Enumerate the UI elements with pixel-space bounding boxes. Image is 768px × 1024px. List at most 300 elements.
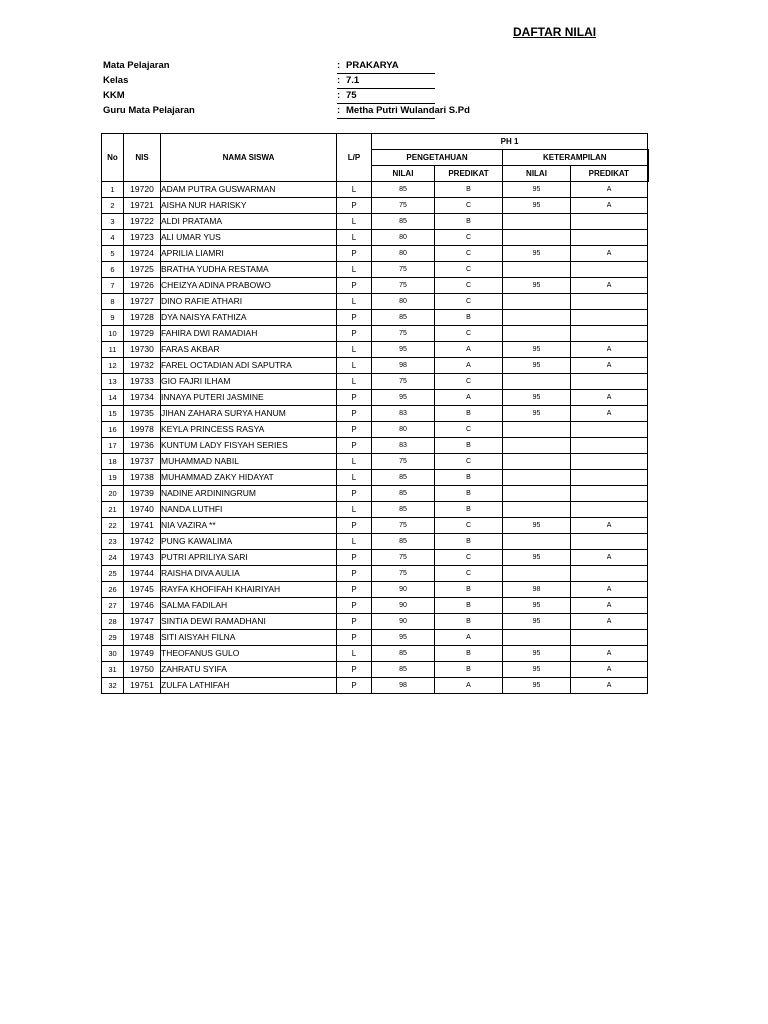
row-pengetahuan-nilai: 85 bbox=[372, 182, 435, 198]
row-nis: 19733 bbox=[124, 374, 161, 390]
row-lp: L bbox=[337, 502, 372, 518]
row-pengetahuan-predikat: A bbox=[435, 678, 503, 694]
row-keterampilan-predikat bbox=[571, 310, 648, 326]
row-pengetahuan-nilai: 85 bbox=[372, 310, 435, 326]
row-keterampilan-predikat: A bbox=[571, 358, 648, 374]
table-row bbox=[102, 518, 648, 534]
row-pengetahuan-predikat: B bbox=[435, 182, 503, 198]
row-keterampilan-predikat: A bbox=[571, 646, 648, 662]
header-nis: NIS bbox=[124, 134, 161, 182]
header-no: No bbox=[102, 134, 124, 182]
row-pengetahuan-nilai: 95 bbox=[372, 390, 435, 406]
row-pengetahuan-predikat: C bbox=[435, 198, 503, 214]
row-keterampilan-nilai: 98 bbox=[503, 582, 571, 598]
row-nama: DYA NAISYA FATHIZA bbox=[161, 310, 337, 326]
row-pengetahuan-nilai: 95 bbox=[372, 342, 435, 358]
table-row bbox=[102, 630, 648, 646]
row-pengetahuan-nilai: 75 bbox=[372, 374, 435, 390]
row-lp: L bbox=[337, 358, 372, 374]
table-row bbox=[102, 390, 648, 406]
row-nis: 19978 bbox=[124, 422, 161, 438]
row-pengetahuan-predikat: C bbox=[435, 246, 503, 262]
row-keterampilan-nilai: 95 bbox=[503, 246, 571, 262]
row-keterampilan-predikat bbox=[571, 470, 648, 486]
row-no: 28 bbox=[102, 614, 124, 630]
row-no: 27 bbox=[102, 598, 124, 614]
row-keterampilan-predikat bbox=[571, 326, 648, 342]
row-lp: P bbox=[337, 550, 372, 566]
row-nama: ALDI PRATAMA bbox=[161, 214, 337, 230]
row-no: 12 bbox=[102, 358, 124, 374]
row-pengetahuan-nilai: 75 bbox=[372, 566, 435, 582]
row-keterampilan-nilai bbox=[503, 374, 571, 390]
row-nis: 19729 bbox=[124, 326, 161, 342]
row-keterampilan-predikat bbox=[571, 486, 648, 502]
table-row bbox=[102, 358, 648, 374]
row-nis: 19720 bbox=[124, 182, 161, 198]
row-no: 7 bbox=[102, 278, 124, 294]
row-keterampilan-predikat: A bbox=[571, 678, 648, 694]
row-pengetahuan-nilai: 85 bbox=[372, 534, 435, 550]
row-nis: 19740 bbox=[124, 502, 161, 518]
row-pengetahuan-predikat: B bbox=[435, 502, 503, 518]
row-pengetahuan-predikat: C bbox=[435, 454, 503, 470]
header-lp: L/P bbox=[337, 134, 372, 182]
row-no: 5 bbox=[102, 246, 124, 262]
row-nama: ZAHRATU SYIFA bbox=[161, 662, 337, 678]
row-keterampilan-predikat: A bbox=[571, 614, 648, 630]
row-lp: P bbox=[337, 630, 372, 646]
row-pengetahuan-predikat: C bbox=[435, 294, 503, 310]
row-no: 24 bbox=[102, 550, 124, 566]
table-row bbox=[102, 502, 648, 518]
row-no: 20 bbox=[102, 486, 124, 502]
header-predikat: PREDIKAT bbox=[435, 166, 503, 182]
row-keterampilan-predikat: A bbox=[571, 278, 648, 294]
row-nama: CHEIZYA ADINA PRABOWO bbox=[161, 278, 337, 294]
row-lp: L bbox=[337, 230, 372, 246]
header-pengetahuan: PENGETAHUAN bbox=[372, 150, 503, 166]
row-pengetahuan-predikat: A bbox=[435, 342, 503, 358]
table-row bbox=[102, 678, 648, 694]
table-row bbox=[102, 326, 648, 342]
row-nis: 19724 bbox=[124, 246, 161, 262]
row-pengetahuan-predikat: B bbox=[435, 646, 503, 662]
row-nama: ALI UMAR YUS bbox=[161, 230, 337, 246]
row-nama: PUTRI APRILIYA SARI bbox=[161, 550, 337, 566]
info-colon: : bbox=[337, 60, 341, 71]
row-keterampilan-predikat: A bbox=[571, 598, 648, 614]
row-pengetahuan-nilai: 85 bbox=[372, 502, 435, 518]
row-no: 18 bbox=[102, 454, 124, 470]
row-nis: 19723 bbox=[124, 230, 161, 246]
row-pengetahuan-nilai: 95 bbox=[372, 630, 435, 646]
row-keterampilan-predikat bbox=[571, 566, 648, 582]
row-lp: P bbox=[337, 310, 372, 326]
row-pengetahuan-nilai: 80 bbox=[372, 422, 435, 438]
row-pengetahuan-nilai: 85 bbox=[372, 646, 435, 662]
table-row bbox=[102, 342, 648, 358]
row-nama: SITI AISYAH FILNA bbox=[161, 630, 337, 646]
row-keterampilan-nilai: 95 bbox=[503, 678, 571, 694]
row-no: 21 bbox=[102, 502, 124, 518]
row-no: 10 bbox=[102, 326, 124, 342]
info-underline bbox=[337, 118, 435, 119]
row-pengetahuan-nilai: 80 bbox=[372, 246, 435, 262]
row-pengetahuan-predikat: B bbox=[435, 214, 503, 230]
row-pengetahuan-predikat: A bbox=[435, 390, 503, 406]
row-keterampilan-predikat bbox=[571, 454, 648, 470]
row-keterampilan-nilai bbox=[503, 486, 571, 502]
row-nama: JIHAN ZAHARA SURYA HANUM bbox=[161, 406, 337, 422]
row-pengetahuan-nilai: 80 bbox=[372, 294, 435, 310]
row-nama: KUNTUM LADY FISYAH SERIES bbox=[161, 438, 337, 454]
row-keterampilan-predikat bbox=[571, 534, 648, 550]
table-row bbox=[102, 550, 648, 566]
row-keterampilan-nilai bbox=[503, 454, 571, 470]
row-pengetahuan-nilai: 85 bbox=[372, 214, 435, 230]
row-nis: 19749 bbox=[124, 646, 161, 662]
row-keterampilan-nilai bbox=[503, 630, 571, 646]
table-row bbox=[102, 598, 648, 614]
row-pengetahuan-nilai: 85 bbox=[372, 470, 435, 486]
row-nis: 19739 bbox=[124, 486, 161, 502]
table-row bbox=[102, 582, 648, 598]
row-pengetahuan-predikat: A bbox=[435, 630, 503, 646]
row-keterampilan-nilai bbox=[503, 310, 571, 326]
row-no: 31 bbox=[102, 662, 124, 678]
row-no: 26 bbox=[102, 582, 124, 598]
info-underline bbox=[337, 88, 435, 89]
row-no: 17 bbox=[102, 438, 124, 454]
row-no: 19 bbox=[102, 470, 124, 486]
row-pengetahuan-nilai: 83 bbox=[372, 406, 435, 422]
row-no: 15 bbox=[102, 406, 124, 422]
row-keterampilan-predikat bbox=[571, 630, 648, 646]
page-title: DAFTAR NILAI bbox=[513, 25, 597, 39]
row-nis: 19737 bbox=[124, 454, 161, 470]
info-underline bbox=[337, 73, 435, 74]
table-row bbox=[102, 534, 648, 550]
row-no: 14 bbox=[102, 390, 124, 406]
row-no: 30 bbox=[102, 646, 124, 662]
row-nis: 19722 bbox=[124, 214, 161, 230]
row-nis: 19748 bbox=[124, 630, 161, 646]
row-keterampilan-predikat bbox=[571, 262, 648, 278]
table-row bbox=[102, 198, 648, 214]
row-keterampilan-predikat: A bbox=[571, 582, 648, 598]
row-pengetahuan-nilai: 85 bbox=[372, 486, 435, 502]
info-colon: : bbox=[337, 75, 341, 86]
row-pengetahuan-predikat: B bbox=[435, 310, 503, 326]
row-no: 25 bbox=[102, 566, 124, 582]
row-no: 16 bbox=[102, 422, 124, 438]
row-no: 4 bbox=[102, 230, 124, 246]
row-nama: ZULFA LATHIFAH bbox=[161, 678, 337, 694]
row-nis: 19743 bbox=[124, 550, 161, 566]
row-nis: 19725 bbox=[124, 262, 161, 278]
table-row bbox=[102, 566, 648, 582]
header-ph1: PH 1 bbox=[372, 134, 648, 150]
row-no: 32 bbox=[102, 678, 124, 694]
row-keterampilan-predikat: A bbox=[571, 246, 648, 262]
row-pengetahuan-nilai: 98 bbox=[372, 678, 435, 694]
row-lp: P bbox=[337, 438, 372, 454]
row-nis: 19730 bbox=[124, 342, 161, 358]
row-nis: 19747 bbox=[124, 614, 161, 630]
row-pengetahuan-nilai: 75 bbox=[372, 262, 435, 278]
header-predikat: PREDIKAT bbox=[571, 166, 648, 182]
row-keterampilan-nilai: 95 bbox=[503, 358, 571, 374]
row-pengetahuan-nilai: 85 bbox=[372, 662, 435, 678]
row-lp: P bbox=[337, 390, 372, 406]
row-pengetahuan-predikat: C bbox=[435, 262, 503, 278]
row-nama: AISHA NUR HARISKY bbox=[161, 198, 337, 214]
row-keterampilan-nilai bbox=[503, 438, 571, 454]
row-keterampilan-predikat: A bbox=[571, 406, 648, 422]
row-keterampilan-nilai: 95 bbox=[503, 182, 571, 198]
info-underline bbox=[337, 103, 435, 104]
row-keterampilan-predikat: A bbox=[571, 550, 648, 566]
row-nama: RAYFA KHOFIFAH KHAIRIYAH bbox=[161, 582, 337, 598]
row-nama: DINO RAFIE ATHARI bbox=[161, 294, 337, 310]
row-keterampilan-predikat bbox=[571, 422, 648, 438]
row-pengetahuan-nilai: 75 bbox=[372, 454, 435, 470]
row-no: 29 bbox=[102, 630, 124, 646]
row-no: 2 bbox=[102, 198, 124, 214]
info-label-teacher: Guru Mata Pelajaran bbox=[103, 105, 195, 116]
row-keterampilan-nilai: 95 bbox=[503, 662, 571, 678]
row-nis: 19742 bbox=[124, 534, 161, 550]
row-keterampilan-nilai bbox=[503, 566, 571, 582]
row-pengetahuan-nilai: 75 bbox=[372, 326, 435, 342]
row-nis: 19735 bbox=[124, 406, 161, 422]
row-keterampilan-nilai: 95 bbox=[503, 598, 571, 614]
row-keterampilan-nilai bbox=[503, 214, 571, 230]
row-pengetahuan-predikat: B bbox=[435, 438, 503, 454]
row-pengetahuan-predikat: B bbox=[435, 662, 503, 678]
row-nama: INNAYA PUTERI JASMINE bbox=[161, 390, 337, 406]
row-nama: MUHAMMAD NABIL bbox=[161, 454, 337, 470]
row-nis: 19744 bbox=[124, 566, 161, 582]
row-lp: L bbox=[337, 294, 372, 310]
header-nilai: NILAI bbox=[503, 166, 571, 182]
row-nis: 19734 bbox=[124, 390, 161, 406]
row-keterampilan-nilai bbox=[503, 262, 571, 278]
row-nis: 19732 bbox=[124, 358, 161, 374]
row-no: 3 bbox=[102, 214, 124, 230]
table-row bbox=[102, 486, 648, 502]
row-nis: 19728 bbox=[124, 310, 161, 326]
row-nama: NANDA LUTHFI bbox=[161, 502, 337, 518]
row-nama: SINTIA DEWI RAMADHANI bbox=[161, 614, 337, 630]
row-keterampilan-predikat: A bbox=[571, 390, 648, 406]
info-value-kkm: 75 bbox=[346, 90, 357, 101]
row-nis: 19721 bbox=[124, 198, 161, 214]
row-keterampilan-nilai: 95 bbox=[503, 406, 571, 422]
row-pengetahuan-predikat: C bbox=[435, 550, 503, 566]
row-pengetahuan-predikat: C bbox=[435, 230, 503, 246]
table-row bbox=[102, 262, 648, 278]
row-nis: 19726 bbox=[124, 278, 161, 294]
info-value-subject: PRAKARYA bbox=[346, 60, 399, 71]
row-pengetahuan-nilai: 90 bbox=[372, 598, 435, 614]
row-lp: P bbox=[337, 326, 372, 342]
row-pengetahuan-nilai: 98 bbox=[372, 358, 435, 374]
row-nama: KEYLA PRINCESS RASYA bbox=[161, 422, 337, 438]
row-no: 23 bbox=[102, 534, 124, 550]
row-lp: P bbox=[337, 406, 372, 422]
info-label-class: Kelas bbox=[103, 75, 129, 86]
row-keterampilan-nilai bbox=[503, 230, 571, 246]
row-lp: L bbox=[337, 182, 372, 198]
row-nama: NADINE ARDININGRUM bbox=[161, 486, 337, 502]
row-lp: P bbox=[337, 246, 372, 262]
row-keterampilan-predikat: A bbox=[571, 662, 648, 678]
table-row bbox=[102, 646, 648, 662]
row-pengetahuan-predikat: C bbox=[435, 278, 503, 294]
row-nis: 19750 bbox=[124, 662, 161, 678]
table-row bbox=[102, 614, 648, 630]
row-keterampilan-nilai bbox=[503, 422, 571, 438]
row-lp: L bbox=[337, 262, 372, 278]
table-row bbox=[102, 470, 648, 486]
table-row bbox=[102, 374, 648, 390]
table-row bbox=[102, 406, 648, 422]
row-nis: 19727 bbox=[124, 294, 161, 310]
info-colon: : bbox=[337, 105, 341, 116]
grades-table bbox=[101, 133, 649, 694]
row-lp: P bbox=[337, 278, 372, 294]
row-no: 13 bbox=[102, 374, 124, 390]
row-keterampilan-nilai bbox=[503, 294, 571, 310]
table-row bbox=[102, 438, 648, 454]
header-nama: NAMA SISWA bbox=[161, 134, 337, 182]
row-nama: FARAS AKBAR bbox=[161, 342, 337, 358]
row-nis: 19746 bbox=[124, 598, 161, 614]
table-row bbox=[102, 246, 648, 262]
table-row bbox=[102, 662, 648, 678]
table-row bbox=[102, 294, 648, 310]
row-lp: P bbox=[337, 486, 372, 502]
row-no: 22 bbox=[102, 518, 124, 534]
row-lp: L bbox=[337, 534, 372, 550]
table-body bbox=[102, 182, 648, 694]
row-pengetahuan-predikat: B bbox=[435, 534, 503, 550]
row-keterampilan-nilai: 95 bbox=[503, 342, 571, 358]
row-nama: NIA VAZIRA ** bbox=[161, 518, 337, 534]
table-row bbox=[102, 230, 648, 246]
table-row bbox=[102, 310, 648, 326]
row-keterampilan-nilai bbox=[503, 502, 571, 518]
row-nama: THEOFANUS GULO bbox=[161, 646, 337, 662]
row-pengetahuan-predikat: C bbox=[435, 566, 503, 582]
row-pengetahuan-predikat: C bbox=[435, 374, 503, 390]
row-keterampilan-nilai bbox=[503, 326, 571, 342]
row-keterampilan-nilai bbox=[503, 470, 571, 486]
row-lp: L bbox=[337, 214, 372, 230]
row-keterampilan-nilai: 95 bbox=[503, 198, 571, 214]
row-pengetahuan-nilai: 83 bbox=[372, 438, 435, 454]
row-keterampilan-predikat: A bbox=[571, 342, 648, 358]
table-row bbox=[102, 214, 648, 230]
row-keterampilan-nilai bbox=[503, 534, 571, 550]
row-keterampilan-predikat: A bbox=[571, 198, 648, 214]
row-pengetahuan-nilai: 75 bbox=[372, 278, 435, 294]
row-lp: P bbox=[337, 662, 372, 678]
row-keterampilan-predikat bbox=[571, 502, 648, 518]
row-pengetahuan-predikat: B bbox=[435, 582, 503, 598]
row-nis: 19738 bbox=[124, 470, 161, 486]
row-no: 11 bbox=[102, 342, 124, 358]
row-lp: P bbox=[337, 198, 372, 214]
row-pengetahuan-predikat: C bbox=[435, 518, 503, 534]
header-nilai: NILAI bbox=[372, 166, 435, 182]
row-lp: P bbox=[337, 422, 372, 438]
row-no: 1 bbox=[102, 182, 124, 198]
row-nama: RAISHA DIVA AULIA bbox=[161, 566, 337, 582]
row-keterampilan-predikat bbox=[571, 230, 648, 246]
table-row bbox=[102, 182, 648, 198]
row-keterampilan-nilai: 95 bbox=[503, 278, 571, 294]
row-no: 8 bbox=[102, 294, 124, 310]
info-value-class: 7.1 bbox=[346, 75, 360, 86]
row-nama: SALMA FADILAH bbox=[161, 598, 337, 614]
row-nama: BRATHA YUDHA RESTAMA bbox=[161, 262, 337, 278]
row-keterampilan-predikat bbox=[571, 438, 648, 454]
row-pengetahuan-nilai: 75 bbox=[372, 518, 435, 534]
row-pengetahuan-nilai: 80 bbox=[372, 230, 435, 246]
row-keterampilan-predikat bbox=[571, 214, 648, 230]
row-pengetahuan-nilai: 75 bbox=[372, 550, 435, 566]
row-pengetahuan-predikat: B bbox=[435, 470, 503, 486]
row-keterampilan-predikat: A bbox=[571, 182, 648, 198]
row-pengetahuan-predikat: C bbox=[435, 422, 503, 438]
row-lp: P bbox=[337, 566, 372, 582]
row-lp: P bbox=[337, 598, 372, 614]
row-keterampilan-nilai: 95 bbox=[503, 614, 571, 630]
row-lp: P bbox=[337, 582, 372, 598]
row-keterampilan-predikat bbox=[571, 374, 648, 390]
table-row bbox=[102, 422, 648, 438]
row-pengetahuan-nilai: 90 bbox=[372, 614, 435, 630]
table-row bbox=[102, 278, 648, 294]
row-pengetahuan-predikat: B bbox=[435, 598, 503, 614]
row-lp: L bbox=[337, 342, 372, 358]
row-pengetahuan-predikat: A bbox=[435, 358, 503, 374]
row-lp: P bbox=[337, 678, 372, 694]
row-lp: L bbox=[337, 646, 372, 662]
row-nis: 19745 bbox=[124, 582, 161, 598]
row-nama: MUHAMMAD ZAKY HIDAYAT bbox=[161, 470, 337, 486]
row-pengetahuan-predikat: C bbox=[435, 326, 503, 342]
row-nis: 19751 bbox=[124, 678, 161, 694]
row-pengetahuan-predikat: B bbox=[435, 486, 503, 502]
info-colon: : bbox=[337, 90, 341, 101]
row-no: 9 bbox=[102, 310, 124, 326]
row-keterampilan-nilai: 95 bbox=[503, 550, 571, 566]
table-row bbox=[102, 454, 648, 470]
row-lp: P bbox=[337, 614, 372, 630]
row-nama: PUNG KAWALIMA bbox=[161, 534, 337, 550]
row-pengetahuan-predikat: B bbox=[435, 406, 503, 422]
row-nis: 19736 bbox=[124, 438, 161, 454]
row-lp: P bbox=[337, 518, 372, 534]
row-no: 6 bbox=[102, 262, 124, 278]
row-keterampilan-nilai: 95 bbox=[503, 518, 571, 534]
row-nis: 19741 bbox=[124, 518, 161, 534]
row-keterampilan-nilai: 95 bbox=[503, 390, 571, 406]
